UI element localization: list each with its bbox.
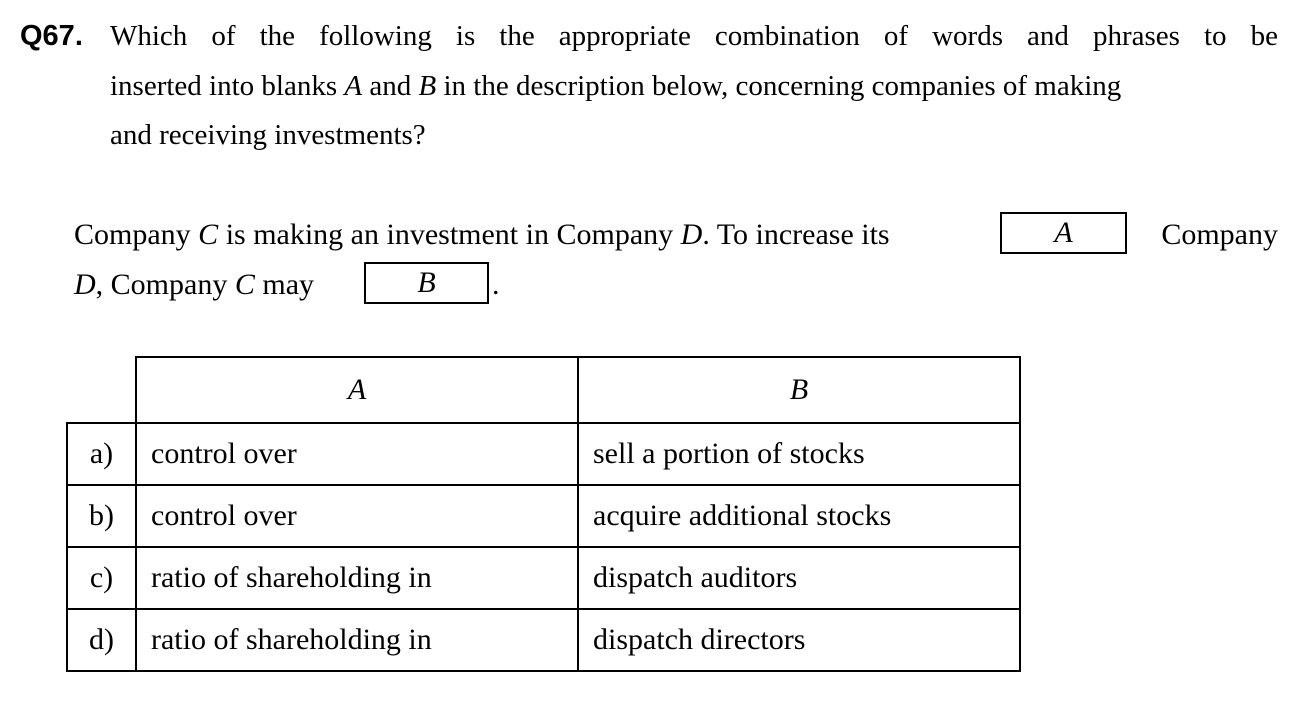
question-line-3: and receiving investments? xyxy=(110,119,426,151)
option-b-value: acquire additional stocks xyxy=(578,485,1020,547)
description-end-word: Company xyxy=(1161,218,1278,251)
question-text: in the description below, concerning companies of making xyxy=(436,70,1122,102)
table-row[interactable] xyxy=(67,609,1020,671)
word: and xyxy=(1027,20,1069,52)
option-b-value: dispatch directors xyxy=(578,609,1020,671)
option-b-value: dispatch auditors xyxy=(578,547,1020,609)
word: phrases xyxy=(1092,20,1180,52)
word: to xyxy=(1204,20,1227,52)
text-segment: , Company xyxy=(95,268,235,301)
question-line-2 xyxy=(110,64,1278,108)
column-header-a: A xyxy=(136,357,578,423)
option-a-value: ratio of shareholding in xyxy=(136,609,578,671)
question-text: inserted into blanks xyxy=(110,70,345,102)
table-header-row xyxy=(67,357,1020,423)
option-a-value: ratio of shareholding in xyxy=(136,547,578,609)
description-text xyxy=(74,213,890,257)
blank-b-box: B xyxy=(364,262,489,304)
text-segment: Company xyxy=(74,218,199,251)
option-b-value: sell a portion of stocks xyxy=(578,423,1020,485)
table-corner xyxy=(67,357,136,423)
option-a-value: control over xyxy=(136,485,578,547)
word: of xyxy=(883,20,909,52)
word: the xyxy=(499,20,535,52)
question-text: and xyxy=(362,70,419,102)
question-number: Q67. xyxy=(20,20,83,52)
word: be xyxy=(1250,20,1278,52)
blank-name-a: A xyxy=(344,70,363,102)
word: words xyxy=(932,20,1003,52)
option-a-value: control over xyxy=(136,423,578,485)
text-segment: may xyxy=(254,268,315,301)
company-c: C xyxy=(198,218,219,251)
text-segment: . To increase its xyxy=(702,218,890,251)
answer-table xyxy=(66,356,1021,672)
question-line-1 xyxy=(110,14,1278,58)
word: is xyxy=(455,20,476,52)
word: Which xyxy=(110,20,188,52)
option-label: c) xyxy=(67,547,136,609)
company-d: D xyxy=(74,268,96,301)
table-row[interactable] xyxy=(67,547,1020,609)
word: following xyxy=(319,20,432,52)
description-line-2 xyxy=(74,263,314,307)
column-header-b: B xyxy=(578,357,1020,423)
blank-a-box: A xyxy=(1000,212,1127,254)
table-row[interactable] xyxy=(67,423,1020,485)
description-period: . xyxy=(492,268,500,301)
company-d: D xyxy=(680,218,703,251)
table-row[interactable] xyxy=(67,485,1020,547)
option-label: d) xyxy=(67,609,136,671)
word: of xyxy=(211,20,236,52)
option-label: a) xyxy=(67,423,136,485)
text-segment: is making an investment in Company xyxy=(218,218,681,251)
company-c: C xyxy=(234,268,255,301)
option-label: b) xyxy=(67,485,136,547)
word: combination xyxy=(714,20,860,52)
word: the xyxy=(259,20,296,52)
word: appropriate xyxy=(558,20,691,52)
blank-name-b: B xyxy=(418,70,437,102)
